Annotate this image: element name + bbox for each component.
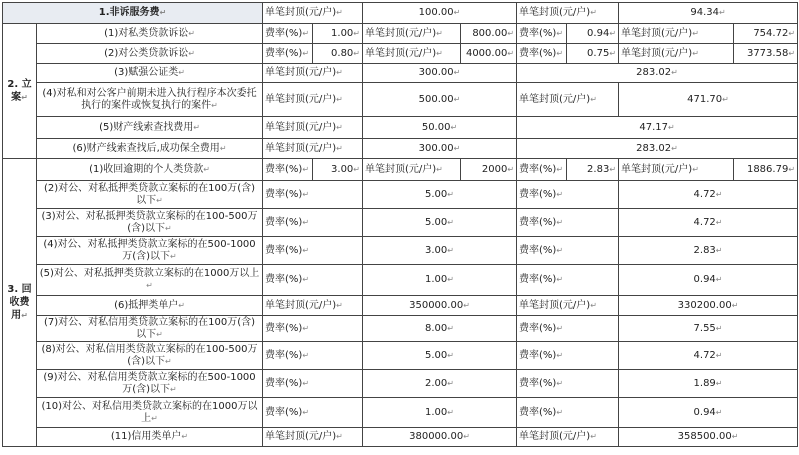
paragraph-mark: ↵: [788, 48, 796, 58]
paragraph-mark: ↵: [788, 28, 796, 38]
rate-value: 1.89↵: [619, 370, 798, 398]
paragraph-mark: ↵: [436, 48, 443, 58]
cap-value: 94.34↵: [619, 3, 798, 24]
paragraph-mark: ↵: [302, 407, 310, 417]
paragraph-mark: ↵: [156, 195, 163, 205]
paragraph-mark: ↵: [188, 28, 195, 38]
row-filing-3: [3, 64, 798, 83]
paragraph-mark: ↵: [302, 323, 310, 333]
row-recovery-2: [3, 181, 798, 209]
row-recovery-11: [3, 428, 798, 447]
row-filing-6: [3, 139, 798, 159]
paragraph-mark: ↵: [219, 143, 227, 153]
item-label: (11)信用类单户↵: [37, 428, 263, 447]
cap-value: 1886.79↵: [734, 159, 798, 181]
rate-value: 4.72↵: [619, 181, 798, 209]
cap-label: 单笔封顶(元/户)↵: [263, 3, 363, 24]
paragraph-mark: ↵: [336, 143, 343, 153]
paragraph-mark: ↵: [715, 245, 723, 255]
item-label: (2)对公、对私抵押类贷款立案标的在100万(含)以下↵: [37, 181, 263, 209]
rate-value: 2.83↵: [619, 237, 798, 265]
cap-value: 380000.00↵: [363, 428, 517, 447]
paragraph-mark: ↵: [165, 356, 172, 366]
rate-value: 4.72↵: [619, 342, 798, 370]
rate-value: 0.80↵: [313, 44, 363, 64]
cap-label: 单笔封顶(元/户)↵: [263, 64, 363, 83]
rate-label: 费率(%)↵: [263, 159, 313, 181]
paragraph-mark: ↵: [353, 164, 360, 174]
paragraph-mark: ↵: [353, 28, 360, 38]
paragraph-mark: ↵: [151, 413, 158, 423]
fee-table: [2, 2, 798, 447]
rate-value: 0.94↵: [619, 398, 798, 428]
rate-value: 1.00↵: [313, 24, 363, 44]
item-label: (6)抵押类单户↵: [37, 296, 263, 316]
item-label: (3)赋强公证类↵: [37, 64, 263, 83]
paragraph-mark: ↵: [609, 48, 617, 58]
paragraph-mark: ↵: [715, 323, 723, 333]
cap-value: 471.70↵: [619, 83, 798, 117]
paragraph-mark: ↵: [671, 68, 678, 77]
paragraph-mark: ↵: [21, 93, 28, 102]
paragraph-mark: ↵: [450, 122, 458, 132]
row-recovery-9: [3, 370, 798, 398]
paragraph-mark: ↵: [165, 223, 172, 233]
paragraph-mark: ↵: [671, 143, 678, 153]
cap-label: 单笔封顶(元/户)↵: [517, 428, 619, 447]
paragraph-mark: ↵: [336, 122, 343, 132]
paragraph-mark: ↵: [146, 281, 153, 290]
paragraph-mark: ↵: [556, 48, 564, 58]
paragraph-mark: ↵: [609, 164, 617, 174]
cap-label: 单笔封顶(元/户)↵: [517, 83, 619, 117]
cap-value: 47.17↵: [517, 117, 798, 139]
rate-label: 费率(%)↵: [517, 342, 619, 370]
paragraph-mark: ↵: [715, 275, 723, 284]
item-label: (7)对公、对私信用类贷款立案标的在100万(含)以下↵: [37, 316, 263, 342]
paragraph-mark: ↵: [692, 48, 699, 58]
row-filing-1: [3, 24, 798, 44]
rate-value: 0.75↵: [567, 44, 619, 64]
rate-value: 2.83↵: [567, 159, 619, 181]
paragraph-mark: ↵: [156, 329, 163, 339]
item-label: (5)财产线索查找费用↵: [37, 117, 263, 139]
cap-value: 300.00↵: [363, 64, 517, 83]
row-recovery-3: [3, 209, 798, 237]
cap-value: 754.72↵: [734, 24, 798, 44]
rate-value: 4.72↵: [619, 209, 798, 237]
item-label: (4)对公、对私抵押类贷款立案标的在500-1000万(含)以下↵: [37, 237, 263, 265]
cap-value: 350000.00↵: [363, 296, 517, 316]
paragraph-mark: ↵: [447, 407, 454, 417]
cap-value: 300.00↵: [363, 139, 517, 159]
item-label: (6)财产线索查找后,成功保全费用↵: [37, 139, 263, 159]
paragraph-mark: ↵: [590, 432, 597, 441]
paragraph-mark: ↵: [188, 48, 195, 58]
cap-value: 283.02↵: [517, 139, 798, 159]
paragraph-mark: ↵: [447, 378, 454, 388]
rate-label: 费率(%)↵: [263, 44, 313, 64]
item-label: (2)对公类贷款诉讼↵: [37, 44, 263, 64]
paragraph-mark: ↵: [715, 189, 723, 199]
paragraph-mark: ↵: [692, 28, 699, 38]
paragraph-mark: ↵: [453, 94, 461, 104]
row-recovery-4: [3, 237, 798, 265]
paragraph-mark: ↵: [302, 164, 310, 174]
row-filing-5: [3, 117, 798, 139]
cap-value: 3773.58↵: [734, 44, 798, 64]
rate-label: 费率(%)↵: [263, 370, 363, 398]
paragraph-mark: ↵: [556, 378, 564, 388]
paragraph-mark: ↵: [336, 68, 343, 77]
paragraph-mark: ↵: [302, 245, 310, 255]
cap-value: 2000↵: [461, 159, 517, 181]
cap-label: 单笔封顶(元/户)↵: [619, 24, 734, 44]
paragraph-mark: ↵: [788, 164, 796, 174]
paragraph-mark: ↵: [463, 300, 470, 310]
rate-label: 费率(%)↵: [263, 24, 313, 44]
rate-value: 0.94↵: [567, 24, 619, 44]
cap-label: 单笔封顶(元/户)↵: [263, 117, 363, 139]
item-label: (9)对公、对私信用类贷款立案标的在500-1000万(含)以下↵: [37, 370, 263, 398]
paragraph-mark: ↵: [556, 245, 564, 255]
rate-label: 费率(%)↵: [263, 181, 363, 209]
paragraph-mark: ↵: [170, 384, 177, 394]
paragraph-mark: ↵: [556, 350, 564, 360]
rate-label: 费率(%)↵: [517, 316, 619, 342]
paragraph-mark: ↵: [447, 217, 454, 227]
paragraph-mark: ↵: [715, 378, 723, 388]
cap-label: 单笔封顶(元/户)↵: [263, 428, 363, 447]
rate-value: 0.94↵: [619, 265, 798, 296]
rate-label: 费率(%)↵: [517, 370, 619, 398]
cap-label: 单笔封顶(元/户)↵: [263, 139, 363, 159]
paragraph-mark: ↵: [302, 48, 310, 58]
paragraph-mark: ↵: [453, 143, 461, 153]
paragraph-mark: ↵: [302, 275, 310, 284]
rate-value: 1.00↵: [363, 265, 517, 296]
rate-label: 费率(%)↵: [263, 398, 363, 428]
paragraph-mark: ↵: [715, 217, 723, 227]
rate-label: 费率(%)↵: [517, 398, 619, 428]
paragraph-mark: ↵: [447, 350, 454, 360]
paragraph-mark: ↵: [590, 300, 597, 310]
rate-label: 费率(%)↵: [517, 24, 567, 44]
row-recovery-8: [3, 342, 798, 370]
paragraph-mark: ↵: [447, 245, 454, 255]
paragraph-mark: ↵: [193, 122, 200, 132]
cap-value: 358500.00↵: [619, 428, 798, 447]
paragraph-mark: ↵: [609, 28, 617, 38]
paragraph-mark: ↵: [556, 217, 564, 227]
section-title-recovery: 3. 回收费用↵: [3, 159, 37, 447]
rate-label: 费率(%)↵: [263, 342, 363, 370]
cap-value: 500.00↵: [363, 83, 517, 117]
paragraph-mark: ↵: [302, 350, 310, 360]
cap-value: 800.00↵: [461, 24, 517, 44]
cap-value: 283.02↵: [517, 64, 798, 83]
paragraph-mark: ↵: [507, 48, 515, 58]
paragraph-mark: ↵: [453, 68, 461, 77]
paragraph-mark: ↵: [170, 251, 177, 261]
paragraph-mark: ↵: [302, 217, 310, 227]
cap-value: 4000.00↵: [461, 44, 517, 64]
section-title-filing: 2. 立案↵: [3, 24, 37, 159]
row-non-litigation: [3, 3, 798, 24]
paragraph-mark: ↵: [731, 432, 739, 441]
rate-label: 费率(%)↵: [263, 237, 363, 265]
paragraph-mark: ↵: [556, 275, 564, 284]
paragraph-mark: ↵: [453, 8, 461, 17]
rate-label: 费率(%)↵: [517, 237, 619, 265]
rate-value: 3.00↵: [363, 237, 517, 265]
cap-label: 单笔封顶(元/户)↵: [517, 296, 619, 316]
paragraph-mark: ↵: [507, 28, 515, 38]
paragraph-mark: ↵: [590, 8, 597, 17]
rate-label: 费率(%)↵: [517, 265, 619, 296]
item-label: (8)对公、对私信用类贷款立案标的在100-500万(含)以下↵: [37, 342, 263, 370]
rate-label: 费率(%)↵: [263, 209, 363, 237]
paragraph-mark: ↵: [181, 432, 189, 441]
cap-value: 100.00↵: [363, 3, 517, 24]
paragraph-mark: ↵: [211, 100, 218, 110]
rate-value: 5.00↵: [363, 209, 517, 237]
row-recovery-1: [3, 159, 798, 181]
item-label: (5)对公、对私抵押类贷款立案标的在1000万以上↵: [37, 265, 263, 296]
cap-label: 单笔封顶(元/户)↵: [263, 83, 363, 117]
paragraph-mark: ↵: [336, 432, 343, 441]
paragraph-mark: ↵: [556, 323, 564, 333]
paragraph-mark: ↵: [178, 300, 185, 310]
cap-value: 330200.00↵: [619, 296, 798, 316]
paragraph-mark: ↵: [715, 350, 723, 360]
paragraph-mark: ↵: [436, 164, 443, 174]
cap-label: 单笔封顶(元/户)↵: [619, 159, 734, 181]
cap-label: 单笔封顶(元/户)↵: [363, 44, 461, 64]
rate-value: 3.00↵: [313, 159, 363, 181]
paragraph-mark: ↵: [447, 275, 454, 284]
paragraph-mark: ↵: [556, 28, 564, 38]
row-filing-2: [3, 44, 798, 64]
cap-label: 单笔封顶(元/户)↵: [263, 296, 363, 316]
paragraph-mark: ↵: [715, 407, 723, 417]
rate-value: 5.00↵: [363, 342, 517, 370]
item-label: (1)收回逾期的个人类贷款↵: [37, 159, 263, 181]
paragraph-mark: ↵: [556, 189, 564, 199]
row-filing-4: [3, 83, 798, 117]
item-label: (4)对私和对公客户前期未进入执行程序本次委托执行的案件或恢复执行的案件↵: [37, 83, 263, 117]
rate-value: 7.55↵: [619, 316, 798, 342]
rate-label: 费率(%)↵: [517, 159, 567, 181]
item-label: (1)对私类贷款诉讼↵: [37, 24, 263, 44]
paragraph-mark: ↵: [692, 164, 699, 174]
rate-label: 费率(%)↵: [263, 316, 363, 342]
paragraph-mark: ↵: [667, 122, 675, 132]
paragraph-mark: ↵: [722, 94, 729, 104]
paragraph-mark: ↵: [590, 94, 597, 104]
paragraph-mark: ↵: [336, 300, 343, 310]
section-title-non-litigation: 1.非诉服务费↵: [3, 3, 263, 24]
paragraph-mark: ↵: [556, 164, 564, 174]
item-label: (10)对公、对私信用类贷款立案标的在1000万以上↵: [37, 398, 263, 428]
cap-label: 单笔封顶(元/户)↵: [363, 159, 461, 181]
rate-value: 2.00↵: [363, 370, 517, 398]
cap-label: 单笔封顶(元/户)↵: [517, 3, 619, 24]
row-recovery-10: [3, 398, 798, 428]
paragraph-mark: ↵: [436, 28, 443, 38]
paragraph-mark: ↵: [336, 8, 343, 17]
paragraph-mark: ↵: [731, 300, 739, 310]
paragraph-mark: ↵: [353, 48, 360, 58]
paragraph-mark: ↵: [447, 323, 454, 333]
paragraph-mark: ↵: [556, 407, 564, 417]
paragraph-mark: ↵: [21, 311, 28, 320]
rate-label: 费率(%)↵: [517, 44, 567, 64]
paragraph-mark: ↵: [203, 164, 210, 174]
rate-label: 费率(%)↵: [263, 265, 363, 296]
rate-label: 费率(%)↵: [517, 181, 619, 209]
rate-value: 1.00↵: [363, 398, 517, 428]
paragraph-mark: ↵: [302, 189, 310, 199]
paragraph-mark: ↵: [302, 378, 310, 388]
row-recovery-5: [3, 265, 798, 296]
paragraph-mark: ↵: [507, 164, 515, 174]
paragraph-mark: ↵: [336, 94, 343, 104]
cap-value: 50.00↵: [363, 117, 517, 139]
item-label: (3)对公、对私抵押类贷款立案标的在100-500万(含)以下↵: [37, 209, 263, 237]
paragraph-mark: ↵: [718, 8, 726, 17]
paragraph-mark: ↵: [447, 189, 454, 199]
rate-value: 5.00↵: [363, 181, 517, 209]
rate-value: 8.00↵: [363, 316, 517, 342]
row-recovery-6: [3, 296, 798, 316]
paragraph-mark: ↵: [159, 8, 167, 17]
paragraph-mark: ↵: [178, 68, 185, 77]
cap-label: 单笔封顶(元/户)↵: [363, 24, 461, 44]
paragraph-mark: ↵: [302, 28, 310, 38]
row-recovery-7: [3, 316, 798, 342]
cap-label: 单笔封顶(元/户)↵: [619, 44, 734, 64]
rate-label: 费率(%)↵: [517, 209, 619, 237]
paragraph-mark: ↵: [463, 432, 470, 441]
